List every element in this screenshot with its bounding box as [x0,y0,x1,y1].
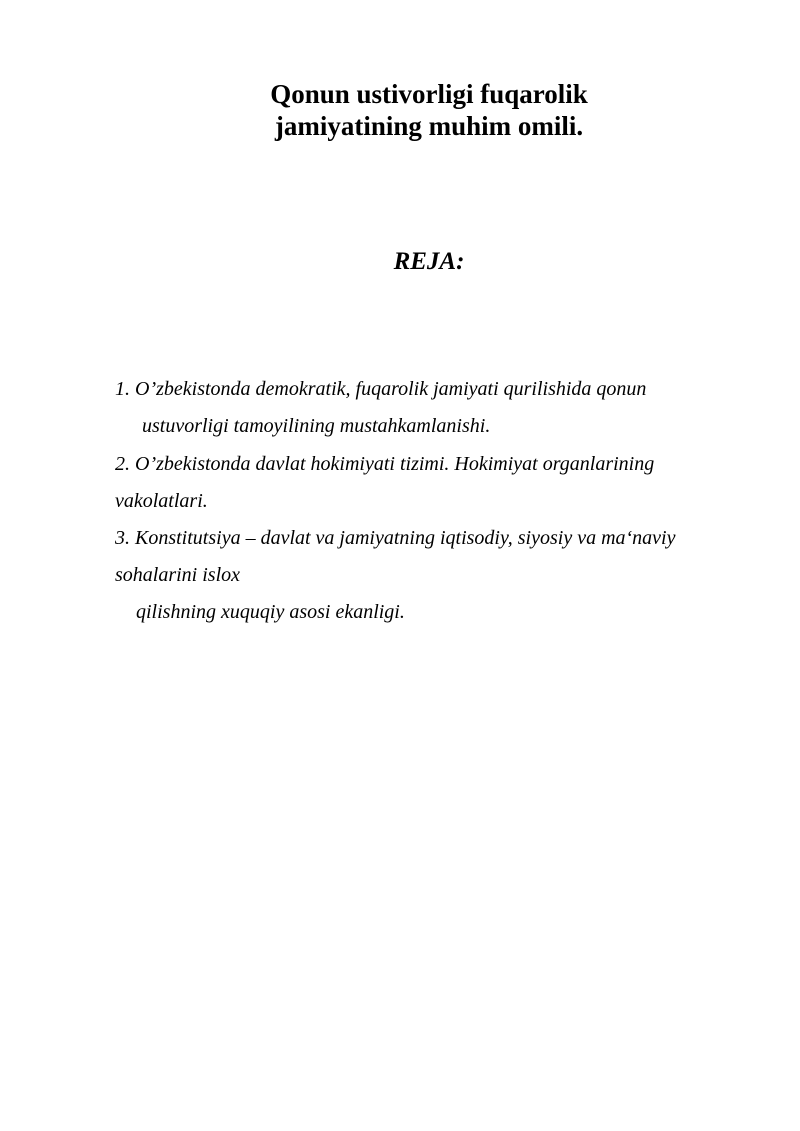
plan-item-3-line-1: 3. Konstitutsiya – davlat va jamiyatning iqtisodiy, siyosiy va ma‘naviy [115,527,676,549]
plan-item-2-line-1: 2. O’zbekistonda davlat hokimiyati tizimi. Hokimiyat organlarining [115,453,655,475]
title-line-1: Qonun ustivorligi fuqarolik [270,79,588,109]
plan-item-3-line-3: qilishning xuquqiy asosi ekanligi. [136,601,405,623]
plan-item-3-line-2: sohalarini islox [115,564,241,586]
plan-item-1-line-1: 1. O’zbekistonda demokratik, fuqarolik jamiyati qurilishida qonun [115,378,647,400]
document-title [0,78,800,142]
title-line-2: jamiyatining muhim omili. [274,111,584,141]
plan-item-1-line-2: ustuvorligi tamoyilining mustahkamlanishi. [142,415,491,437]
plan-item-2-line-2: vakolatlari. [115,490,208,512]
plan-heading: REJA: [393,248,465,275]
